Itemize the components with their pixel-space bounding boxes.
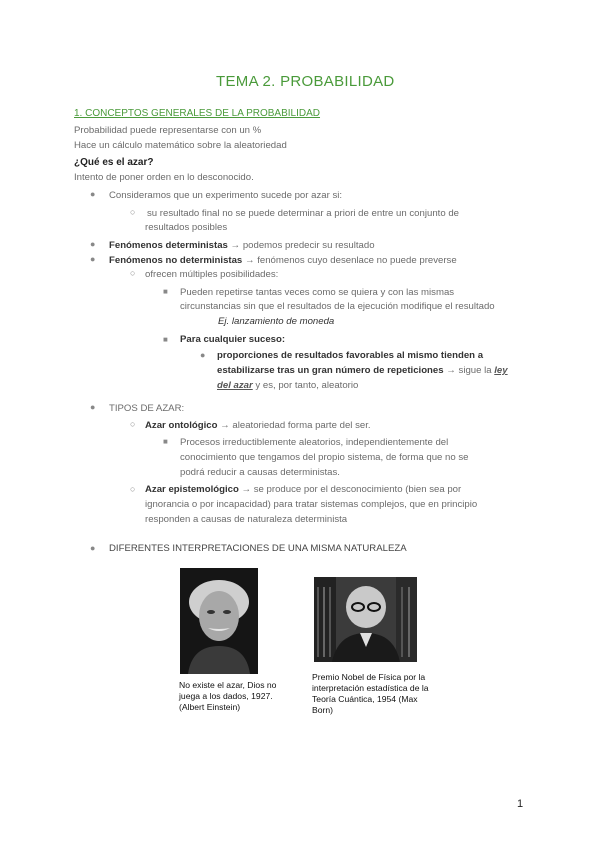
bullet-3-sq1-line-2: circunstancias sin que el resultados de la ejecución modifique el resultado bbox=[180, 301, 495, 312]
bullet-2-term: Fenómenos deterministas bbox=[109, 240, 228, 251]
del-azar-link[interactable]: del azar bbox=[217, 380, 253, 391]
born-photo bbox=[314, 577, 417, 662]
bullet-3-term: Fenómenos no deterministas bbox=[109, 255, 243, 266]
born-caption: Premio Nobel de Física por la interpretación estadística de la Teoría Cuántica, 1954 (Max Born) bbox=[312, 672, 429, 715]
bullet-circle: ○ bbox=[130, 207, 136, 217]
bullet-circle: ○ bbox=[130, 268, 136, 278]
bullet-3-sub: ofrecen múltiples posibilidades: bbox=[145, 269, 279, 280]
bullet-2-rest: → podemos predecir su resultado bbox=[227, 240, 375, 251]
type-1-line bbox=[145, 420, 371, 431]
type-2-line-3: responden a causas de naturaleza determinista bbox=[145, 514, 348, 525]
bullet-dot: ● bbox=[90, 543, 96, 553]
bullet-dot: ● bbox=[90, 402, 96, 412]
question-heading: ¿Qué es el azar? bbox=[74, 157, 154, 168]
bullet-circle: ○ bbox=[130, 484, 136, 494]
type-2-line bbox=[145, 484, 461, 495]
bullet-2-line bbox=[109, 240, 375, 251]
bullet-3-dot-line-3 bbox=[217, 380, 358, 391]
bullet-3-dot-line-1: proporciones de resultados favorables al mismo tienden a bbox=[217, 350, 484, 361]
bullet-circle: ○ bbox=[130, 419, 136, 429]
types-heading: TIPOS DE AZAR: bbox=[109, 403, 185, 414]
type-1-sq-line-3: podrá reducir a causas deterministas. bbox=[180, 467, 340, 478]
page-number: 1 bbox=[517, 798, 524, 810]
bullet-dot: ● bbox=[90, 189, 96, 199]
bullet-1-text: Consideramos que un experimento sucede por azar si: bbox=[109, 190, 343, 201]
type-1-sq-line-1: Procesos irreductiblemente aleatorios, independientemente del bbox=[180, 437, 449, 448]
aleatorio-text: y es, por tanto, aleatorio bbox=[252, 380, 359, 391]
type-2-term: Azar epistemológico bbox=[145, 484, 239, 495]
azar-definition: Intento de poner orden en lo desconocido. bbox=[74, 172, 254, 183]
bullet-square: ■ bbox=[163, 437, 168, 446]
bullet-square: ■ bbox=[163, 287, 168, 296]
einstein-caption: No existe el azar, Dios no juega a los dados, 1927. (Albert Einstein) bbox=[179, 680, 277, 712]
example-text: Ej. lanzamiento de moneda bbox=[218, 316, 335, 327]
intro-line-2: Hace un cálculo matemático sobre la aleatoriedad bbox=[74, 140, 287, 151]
intro-line-1: Probabilidad puede representarse con un % bbox=[74, 125, 262, 136]
bullet-1-sub-line-1: su resultado final no se puede determinar a priori de entre un conjunto de bbox=[147, 208, 459, 219]
born-portrait-icon bbox=[314, 577, 417, 662]
arrow-text: → sigue la bbox=[443, 365, 495, 376]
type-1-sq-line-2: conocimiento que tengamos del propio sistema, de forma que no se bbox=[180, 452, 469, 463]
type-1-term: Azar ontológico bbox=[145, 420, 218, 431]
bullet-dot: ● bbox=[200, 350, 206, 360]
einstein-photo bbox=[180, 568, 258, 674]
interpretations-heading: DIFERENTES INTERPRETACIONES DE UNA MISMA NATURALEZA bbox=[109, 543, 407, 554]
bullet-3-sq2: Para cualquier suceso: bbox=[180, 334, 286, 345]
section-heading: 1. CONCEPTOS GENERALES DE LA PROBABILIDAD bbox=[74, 108, 321, 119]
einstein-portrait-icon bbox=[180, 568, 258, 674]
stabilize-text: estabilizarse tras un gran número de repeticiones bbox=[217, 365, 444, 376]
type-1-rest: → aleatoriedad forma parte del ser. bbox=[217, 420, 371, 431]
bullet-square: ■ bbox=[163, 335, 168, 344]
bullet-dot: ● bbox=[90, 254, 96, 264]
type-2-line-2: ignorancia o por incapacidad) para tratar sistemas complejos, que en principio bbox=[145, 499, 478, 510]
bullet-1-sub-line-2: resultados posibles bbox=[145, 222, 228, 233]
bullet-3-dot-line-2 bbox=[217, 365, 508, 376]
bullet-3-line bbox=[109, 255, 457, 266]
page-title: TEMA 2. PROBABILIDAD bbox=[216, 73, 395, 90]
bullet-3-sq1-line-1: Pueden repetirse tantas veces como se quiera y con las mismas bbox=[180, 287, 455, 298]
ley-link[interactable]: ley bbox=[494, 365, 508, 376]
type-2-rest: → se produce por el desconocimiento (bien sea por bbox=[238, 484, 462, 495]
bullet-3-rest: → fenómenos cuyo desenlace no puede preverse bbox=[242, 255, 457, 266]
bullet-dot: ● bbox=[90, 239, 96, 249]
